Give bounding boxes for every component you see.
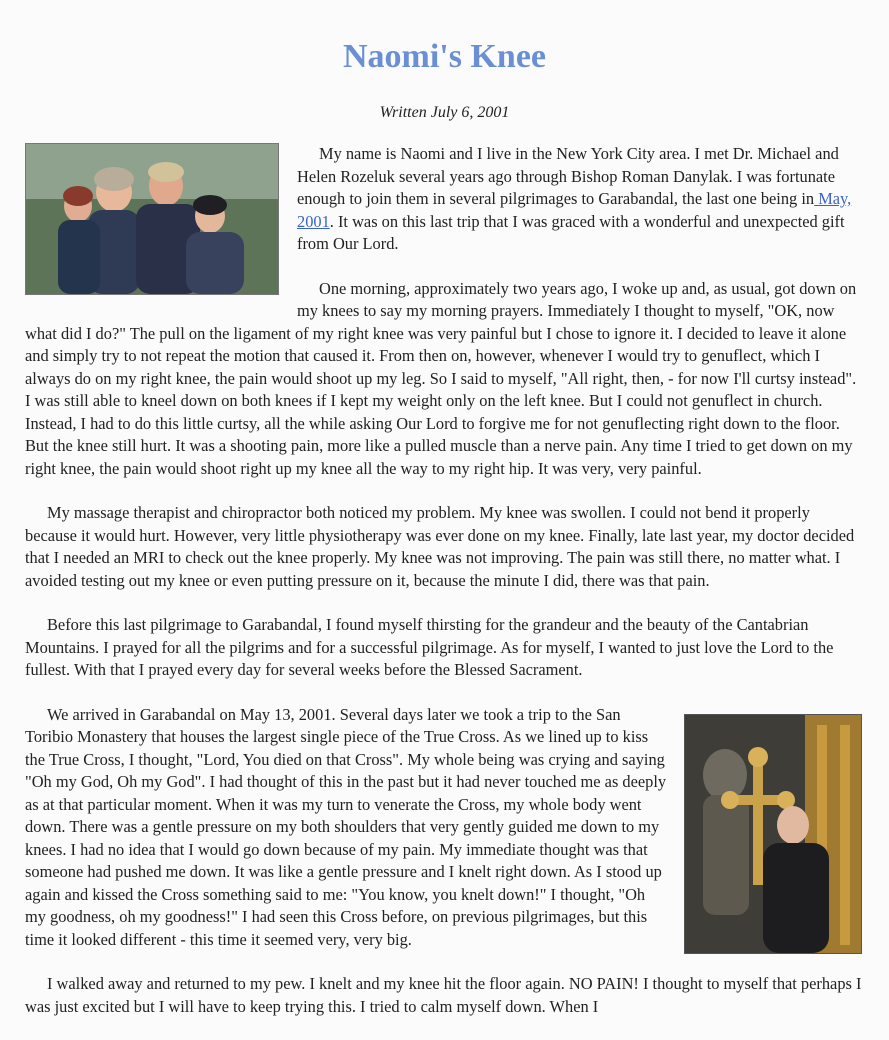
priest-with-cross-illustration — [685, 715, 861, 953]
written-date: Written July 6, 2001 — [379, 104, 510, 121]
priest-with-cross-photo-icon — [684, 714, 862, 954]
paragraph-6: I walked away and returned to my pew. I knelt and my knee hit the floor again. NO PAIN! I thought to myself that perhaps I was just excited but I will have to keep trying this. I tried to calm myself down. When I — [25, 974, 862, 1016]
page-title: Naomi's Knee — [342, 38, 547, 75]
paragraph-1-text-end: . It was on this last trip that I was graced with a wonderful and unexpected gift from Our Lord. — [297, 211, 845, 253]
group-photo-illustration — [26, 144, 278, 294]
paragraph-4: Before this last pilgrimage to Garabandal, I found myself thirsting for the grandeur and the beauty of the Cantabrian Mountains. I prayed for all the pilgrims and for a successful pilgrimage. As for myself, I wanted to just love the Lord to the fullest. With that I prayed every day for several weeks before the Blessed Sacrament. — [25, 615, 834, 679]
paragraph-3: My massage therapist and chiropractor both noticed my problem. My knee was swollen. I could not bend it properly because it would hurt. However, very little physiotherapy was ever done on my knee. Finally, late last year, my doctor decided that I needed an MRI to check out the knee properly. My knee was not improving. The pain was still there, no matter what. I avoided testing out my knee or even putting pressure on it, because the minute I did, there was that pain. — [25, 503, 855, 590]
paragraph-5: We arrived in Garabandal on May 13, 2001. Several days later we took a trip to the San Toribio Monastery that houses the largest single piece of the True Cross. As we lined up to kiss the True Cross, I thought, "Lord, You died on that Cross". My whole being was crying and saying "Oh my God, Oh my God". I had thought of this in the past but it had never touched me as deeply as at that particular moment. When it was my turn to venerate the Cross, my whole body went down. There was a gentle pressure on my both shoulders that very gently guided me down to my knees. I had no idea that I would go down because of my pain. My immediate thought was that someone had pushed me down. It was like a gentle pressure and I knelt right down. As I stood up again and kissed the Cross something said to me: "You know, you knelt down!" I thought, "Oh my goodness, oh my goodness!" I had seen this Cross before, on previous pilgrimages, but this time it looked different - this time it seemed very, very big. — [25, 704, 667, 949]
paragraph-1-text: My name is Naomi and I live in the New York City area. I met Dr. Michael and Helen Rozeluk several years ago through Bishop Roman Danylak. I was fortunate enough to join them in several pilgrimages to Garabandal, the last one being in — [297, 144, 839, 208]
paragraph-2: One morning, approximately two years ago, I woke up and, as usual, got down on my knees to say my morning prayers. Immediately I thought to myself, "OK, now what did I do?" The pull on the ligament of my right knee was very painful but I chose to ignore it. I decided to leave it alone and simply try to not repeat the motion that caused it. From then on, however, whenever I would try to genuflect, which I always do on my right knee, the pain would shoot up my leg. So I said to myself, "All right, then, - for now I'll curtsy instead". I was still able to kneel down on both knees if I kept my weight only on the left knee. But I could not genuflect in church. Instead, I had to do this little curtsy, all the while asking Our Lord to forgive me for not genuflecting right down to the floor. But the knee still hurt. It was a shooting pain, more like a pulled muscle than a nerve pain. Any time I tried to get down on my right knee, the pain would shoot right up my knee all the way to my right hip. It was very, very painful. — [25, 278, 857, 478]
may-2001-link[interactable]: May, 2001 — [297, 189, 852, 231]
article-body — [25, 143, 862, 1040]
group-photo-icon — [25, 143, 279, 295]
